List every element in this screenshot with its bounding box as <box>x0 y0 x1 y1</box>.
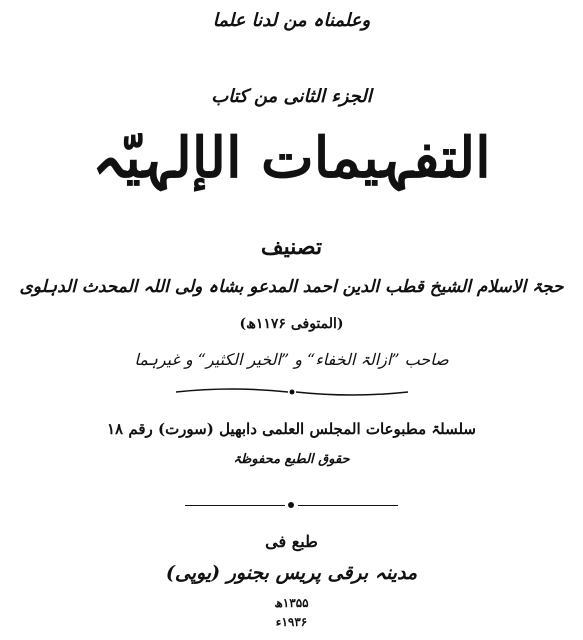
tasneef-label: تصنیف <box>260 234 323 260</box>
year-hijri: ۱۳۵۵ھ <box>274 596 309 610</box>
ornament-divider <box>172 383 412 395</box>
rights-line: حقوق الطبع محفوظۃ <box>233 452 350 467</box>
death-date: (المتوفی ۱۱۷۶ھ) <box>239 316 344 332</box>
author-works: صاحب ”ازالۃ الخفاء“ و ”الخیر الکثیر“ و غیرہما <box>134 350 449 369</box>
invocation-verse: وعلمناہ من لدنا علما <box>212 10 371 31</box>
book-title: التفہیمات الإلہیّہ <box>92 125 491 191</box>
printed-at-label: طبع فی <box>265 532 318 551</box>
rule-center-dot <box>288 502 294 508</box>
rule-left <box>185 505 285 506</box>
year-ad: ۱۹۳۶ء <box>275 615 308 629</box>
rule-right <box>298 505 398 506</box>
press-name: مدینہ برقی پریس بجنور (یوپی) <box>165 562 418 584</box>
author-name: حجۃ الاسلام الشیخ قطب الدین احمد المدعو بشاہ ولی اللہ المحدث الدہلوی <box>19 277 564 297</box>
series-line: سلسلۃ مطبوعات المجلس العلمی دابھیل (سورت) رقم ۱۸ <box>107 420 476 438</box>
volume-line: الجزء الثانی من کتاب <box>211 86 372 107</box>
